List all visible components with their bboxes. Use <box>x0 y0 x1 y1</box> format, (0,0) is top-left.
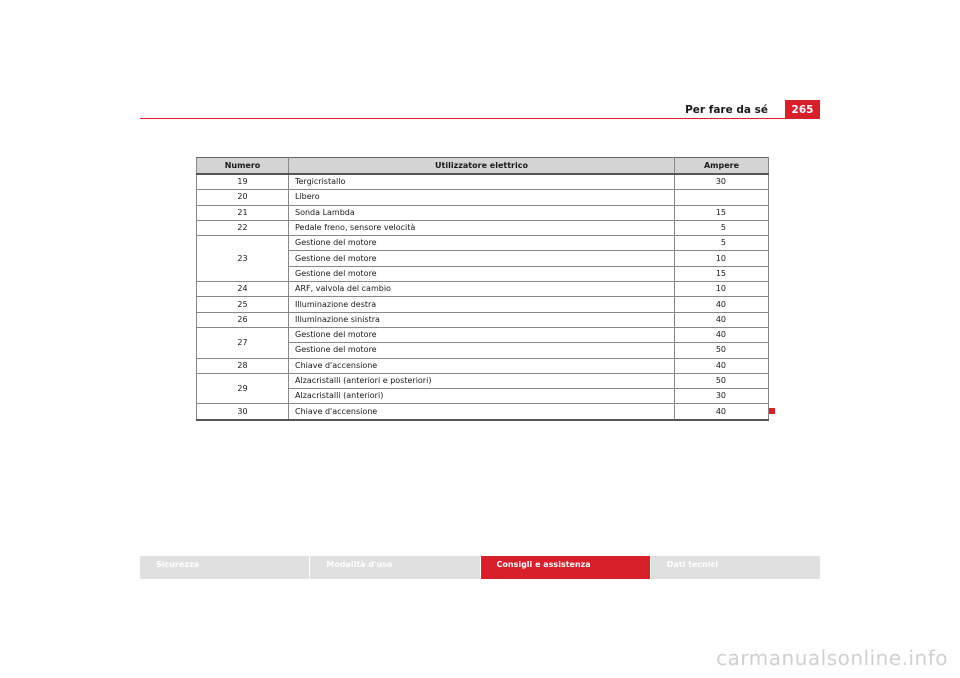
watermark-text: carmanualsonline.info <box>716 646 948 670</box>
table-row <box>197 404 769 420</box>
fuse-consumer: Libero <box>289 190 675 205</box>
fuse-ampere: 15 <box>675 205 769 220</box>
table-row <box>197 205 769 220</box>
fuse-ampere: 5 <box>675 220 769 235</box>
footer-nav <box>140 556 820 579</box>
fuse-ampere: 40 <box>675 297 769 312</box>
fuse-consumer: Illuminazione sinistra <box>289 312 675 327</box>
fuse-ampere: 50 <box>675 373 769 388</box>
fuse-consumer: Pedale freno, sensore velocità <box>289 220 675 235</box>
fuse-consumer: Tergicristallo <box>289 174 675 190</box>
fuse-number: 20 <box>197 190 289 205</box>
fuse-consumer: Gestione del motore <box>289 236 675 251</box>
footer-tab-consigli-assistenza[interactable]: Consigli e assistenza <box>481 556 650 579</box>
fuse-ampere: 30 <box>675 389 769 404</box>
fuse-consumer: Gestione del motore <box>289 266 675 281</box>
table-header-row <box>197 158 769 175</box>
fuse-ampere: 10 <box>675 251 769 266</box>
table-row <box>197 297 769 312</box>
page-number-badge: 265 <box>785 100 820 119</box>
fuse-ampere: 30 <box>675 174 769 190</box>
fuse-consumer: Chiave d'accensione <box>289 358 675 373</box>
footer-tab-dati-tecnici[interactable]: Dati tecnici <box>651 556 820 579</box>
fuse-consumer: ARF, valvola del cambio <box>289 282 675 297</box>
fuse-number: 30 <box>197 404 289 420</box>
fuse-consumer: Gestione del motore <box>289 251 675 266</box>
fuse-ampere: 10 <box>675 282 769 297</box>
fuse-consumer: Illuminazione destra <box>289 297 675 312</box>
column-header-ampere: Ampere <box>675 158 769 175</box>
fuse-table <box>196 157 769 421</box>
footer-tab-modalita-uso[interactable]: Modalità d'uso <box>310 556 479 579</box>
column-header-consumer: Utilizzatore elettrico <box>289 158 675 175</box>
fuse-ampere: 15 <box>675 266 769 281</box>
section-end-marker <box>769 408 775 414</box>
fuse-number: 28 <box>197 358 289 373</box>
table-row <box>197 174 769 190</box>
header-rule <box>140 118 820 119</box>
fuse-consumer: Sonda Lambda <box>289 205 675 220</box>
fuse-consumer: Gestione del motore <box>289 343 675 358</box>
fuse-number: 25 <box>197 297 289 312</box>
fuse-ampere: 40 <box>675 312 769 327</box>
fuse-number: 29 <box>197 373 289 404</box>
fuse-ampere: 50 <box>675 343 769 358</box>
table-row <box>197 373 769 388</box>
table-row <box>197 236 769 251</box>
table-row <box>197 190 769 205</box>
fuse-consumer: Alzacristalli (anteriori) <box>289 389 675 404</box>
fuse-ampere: 40 <box>675 404 769 420</box>
table-row <box>197 327 769 342</box>
fuse-number: 27 <box>197 327 289 358</box>
page-title: Per fare da sé <box>685 104 768 116</box>
table-row <box>197 220 769 235</box>
footer-tab-sicurezza[interactable]: Sicurezza <box>140 556 309 579</box>
fuse-ampere: 5 <box>675 236 769 251</box>
fuse-number: 22 <box>197 220 289 235</box>
fuse-ampere <box>675 190 769 205</box>
fuse-consumer: Chiave d'accensione <box>289 404 675 420</box>
fuse-number: 26 <box>197 312 289 327</box>
table-row <box>197 312 769 327</box>
fuse-number: 19 <box>197 174 289 190</box>
table-row <box>197 358 769 373</box>
table-row <box>197 282 769 297</box>
fuse-number: 23 <box>197 236 289 282</box>
fuse-number: 21 <box>197 205 289 220</box>
fuse-number: 24 <box>197 282 289 297</box>
column-header-number: Numero <box>197 158 289 175</box>
fuse-consumer: Gestione del motore <box>289 327 675 342</box>
fuse-consumer: Alzacristalli (anteriori e posteriori) <box>289 373 675 388</box>
fuse-ampere: 40 <box>675 327 769 342</box>
fuse-ampere: 40 <box>675 358 769 373</box>
